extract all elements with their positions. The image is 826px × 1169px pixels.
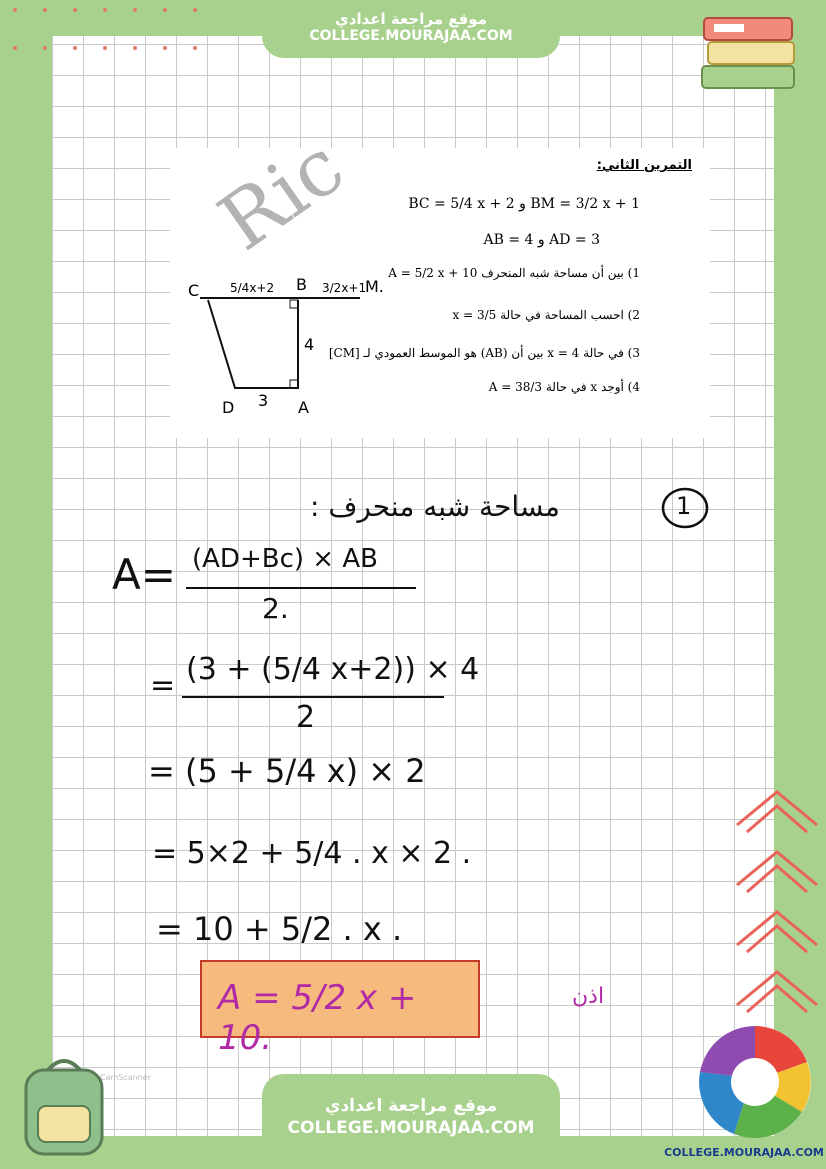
site-header-badge <box>262 0 560 58</box>
decorative-dots <box>0 0 200 60</box>
solution-line-4: = 5×2 + 5/4 . x × 2 . <box>152 836 472 871</box>
chevron-up-decorations <box>732 780 822 1030</box>
footer-url[interactable]: COLLEGE.MOURAJAA.COM <box>287 1118 535 1138</box>
footer-title: موقع مراجعة اعدادي <box>324 1096 498 1116</box>
header-title: موقع مراجعة اعدادي <box>335 10 487 28</box>
line1-numerator: (AD+Bc) × AB <box>192 544 378 574</box>
label-A: A <box>298 398 309 417</box>
scanner-mark: CamScanner <box>100 1073 152 1082</box>
solution-line-5: = 10 + 5/2 . x . <box>156 910 403 948</box>
solution-number: 1 <box>676 492 692 520</box>
books-icon <box>694 10 804 98</box>
header-url[interactable]: COLLEGE.MOURAJAA.COM <box>309 28 513 44</box>
question-4: 4) أوجد x في حالة A = 38/3 <box>488 380 640 394</box>
label-B: B <box>296 275 307 294</box>
logo-url[interactable]: COLLEGE.MOURAJAA.COM <box>664 1146 824 1159</box>
label-bottom: 3 <box>258 391 269 410</box>
label-CB: 5/4x+2 <box>230 281 275 295</box>
label-side: 4 <box>304 335 315 354</box>
question-2: 2) احسب المساحة في حالة x = 3/5 <box>452 308 640 322</box>
solution-line-3: = (5 + 5/4 x) × 2 <box>148 752 426 790</box>
area-label: A= <box>112 550 176 599</box>
line1-denominator: 2. <box>262 592 289 625</box>
fraction-bar-1 <box>186 587 416 589</box>
exercise-title: التمرين الثاني: <box>596 158 692 173</box>
backpack-icon <box>16 1050 112 1160</box>
conclusion-word: اذن <box>572 984 605 1009</box>
trapezoid-figure <box>180 268 384 418</box>
fraction-bar-2 <box>182 696 444 698</box>
line2-numerator: (3 + (5/4 x+2)) × 4 <box>186 652 480 687</box>
label-BM: 3/2x+1 <box>322 281 367 295</box>
line2-equals: = <box>150 668 176 703</box>
site-logo-icon <box>694 1022 816 1142</box>
watermark-text: Ric <box>203 121 360 269</box>
result-box <box>200 960 480 1058</box>
question-3: 3) في حالة x = 4 بين أن (AB) هو الموسط العمودي لـ [CM] <box>328 346 640 360</box>
label-C: C <box>188 281 200 300</box>
given-line-1: BM = 3/2 x + 1 و BC = 5/4 x + 2 <box>408 196 640 212</box>
result-formula: A = 5/2 x + 10. <box>218 978 417 1058</box>
solution-heading: مساحة شبه منحرف : <box>310 490 560 523</box>
site-footer-badge <box>262 1074 560 1169</box>
label-M: M. <box>365 277 384 296</box>
given-line-2: AD = 3 و AB = 4 <box>483 232 600 248</box>
line2-denominator: 2 <box>296 700 316 735</box>
question-1: 1) بين أن مساحة شبه المنحرف A = 5/2 x + 10 <box>388 266 640 280</box>
label-D: D <box>222 398 235 417</box>
